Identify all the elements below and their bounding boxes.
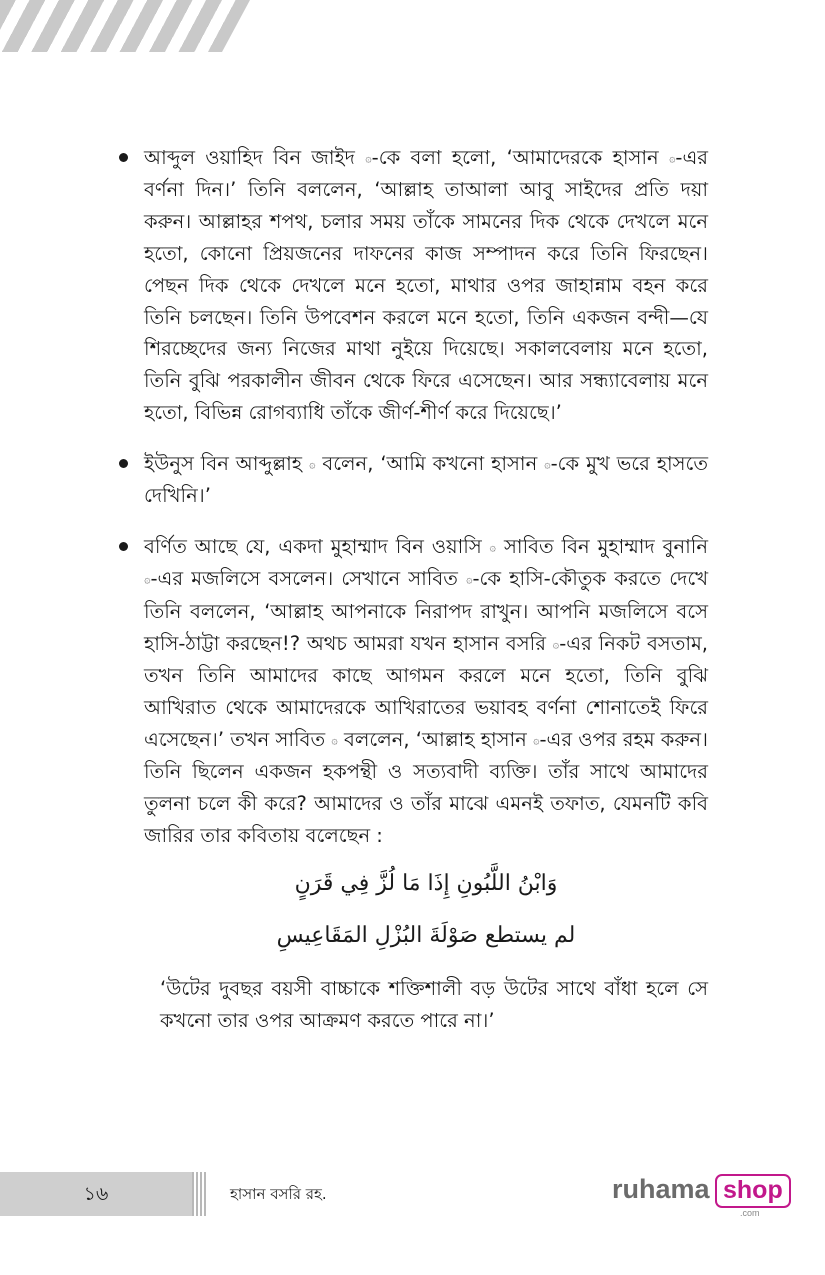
honorific-icon: ۞ — [466, 572, 473, 586]
paragraph-text: -কে বলা হলো, ‘আমাদেরকে হাসান — [371, 146, 669, 169]
page-number: ১৬ — [83, 1183, 109, 1205]
paragraph-3 — [118, 531, 708, 851]
paragraph-text: -কে হাসি-কৌতুক করতে দেখে তিনি বললেন, ‘আল্লাহ আপনাকে নিরাপদ রাখুন। আপনি মজলিসে বসে হাসি-ঠাট্টা করছেন!? অথচ আমরা যখন হাসান বসরি — [144, 567, 709, 655]
paragraph-text: -কে মুখ ভরে হাসতে দেখিনি।’ — [144, 451, 708, 508]
paragraph-text: সাবিত বিন মুহাম্মাদ বুনানি — [496, 534, 708, 558]
logo-word: ruhama — [612, 1174, 710, 1204]
logo-badge: shop — [715, 1174, 791, 1208]
publisher-logo — [612, 1172, 792, 1220]
paragraph-text: বললেন, ‘আল্লাহ হাসান — [337, 727, 533, 751]
bullet-icon — [119, 459, 128, 468]
paragraph-text: -এর বর্ণনা দিন।’ তিনি বললেন, ‘আল্লাহ তাআলা আবু সাইদের প্রতি দয়া করুন। আল্লাহর শপথ, চলার সময় তাঁকে সামনের দিক থেকে দেখলে মনে হতো, কোনো প্রিয়জনের দাফনের কাজ সম্পাদন করে তিনি ফিরছেন। পেছন দিক থেকে দেখলে মনে হতো, মাথার ওপর জাহান্নাম বহন করে তিনি চলছেন। তিনি উপবেশন করলে মনে হতো, তিনি একজন বন্দী—যে শিরচ্ছেদের জন্য নিজের মাথা নুইয়ে দিয়েছে। সকালবেলায় মনে হতো, তিনি বুঝি পরকালীন জীবন থেকে ফিরে এসেছেন। আর সন্ধ্যাবেলায় মনে হতো, বিভিন্ন রোগব্যাধি তাঁকে জীর্ণ-শীর্ণ করে দিয়েছে।’ — [144, 146, 709, 424]
paragraph-text: আব্দুল ওয়াহিদ বিন জাইদ — [144, 146, 366, 169]
page-body — [118, 142, 708, 1037]
honorific-icon: ۞ — [544, 457, 551, 471]
honorific-icon: ۞ — [533, 733, 540, 747]
paragraph-text: -এর মজলিসে বসলেন। সেখানে সাবিত — [150, 567, 467, 591]
logo-domain: .com — [740, 1208, 760, 1218]
paragraph-1 — [118, 142, 708, 429]
decorative-corner-stripes — [0, 0, 250, 52]
bullet-icon — [119, 153, 128, 162]
paragraph-text: -এর ওপর রহম করুন। তিনি ছিলেন একজন হকপন্থী ও সত্যবাদী ব্যক্তি। তাঁর সাথে আমাদের তুলনা চলে কী করে? আমাদের ও তাঁর মাঝে এমনই তফাত, যেমনটি কবি জারির তার কবিতায় বলেছেন : — [144, 727, 709, 847]
arabic-verse-line-1: وَابْنُ اللَّبُونِ إِذَا مَا لُزَّ فِي قَرَنٍ — [294, 871, 558, 897]
honorific-icon: ۞ — [668, 151, 676, 165]
honorific-icon: ۞ — [308, 457, 316, 471]
honorific-icon: ۞ — [552, 637, 560, 651]
paragraph-2 — [118, 448, 708, 512]
running-title: হাসান বসরি রহ. — [230, 1185, 327, 1203]
paragraph-text: বর্ণিত আছে যে, একদা মুহাম্মাদ বিন ওয়াসি — [144, 534, 490, 558]
paragraph-text: ইউনুস বিন আব্দুল্লাহ — [144, 451, 309, 475]
bullet-icon — [119, 542, 128, 551]
paragraph-text: -এর নিকট বসতাম, তখন তিনি আমাদের কাছে আগমন করলে মনে হতো, তিনি বুঝি আখিরাত থেকে আমাদেরকে আখিরাতের ভয়াবহ বর্ণনা শোনাতেই ফিরে এসেছেন।’ তখন সাবিত — [144, 631, 709, 751]
honorific-icon: ۞ — [365, 151, 372, 165]
verse-translation: ‘উটের দুবছর বয়সী বাচ্চাকে শক্তিশালী বড় উটের সাথে বাঁধা হলে সে কখনো তার ওপর আক্রমণ করতে পারে না।’ — [160, 977, 708, 1033]
honorific-icon: ۞ — [331, 733, 338, 747]
honorific-icon: ۞ — [489, 540, 497, 554]
paragraph-text: বলেন, ‘আমি কখনো হাসান — [315, 451, 545, 475]
arabic-verse-line-2: لم يستطع صَوْلَةَ البُزْلِ المَقَاعِيسِ — [276, 923, 576, 949]
honorific-icon: ۞ — [144, 572, 151, 586]
